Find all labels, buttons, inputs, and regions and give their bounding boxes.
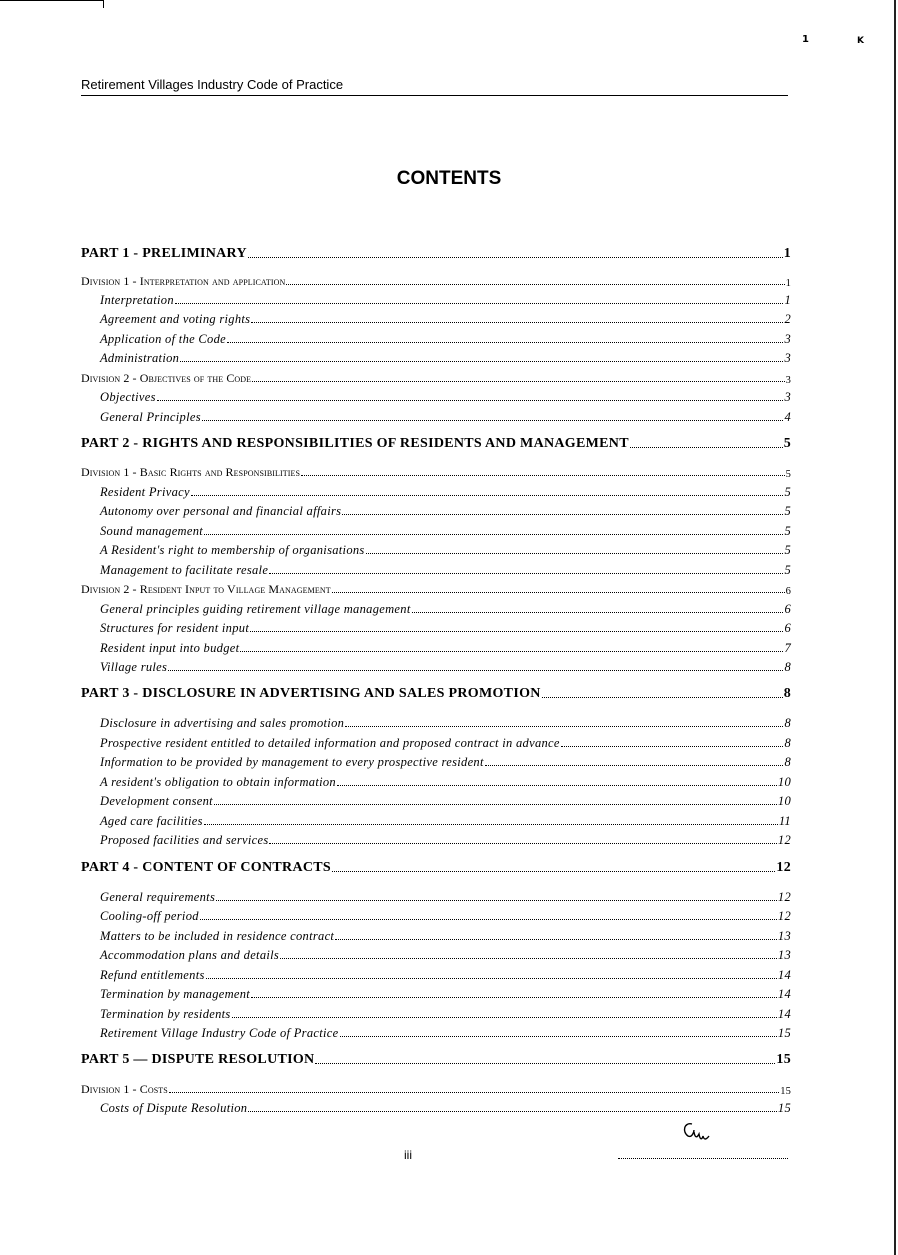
- toc-page-number: 13: [777, 948, 791, 962]
- toc-item-row: [81, 621, 791, 636]
- toc-item-row: [81, 736, 791, 751]
- toc-entry-label: Division 1 - Basic Rights and Responsibilities: [81, 465, 301, 479]
- toc-item-row: [81, 543, 791, 558]
- toc-leader-dots: [180, 360, 783, 362]
- toc-leader-dots: [315, 1062, 775, 1064]
- toc-entry-label: Autonomy over personal and financial affairs: [100, 504, 342, 518]
- toc-item-row: [81, 293, 791, 308]
- toc-part-row: [81, 860, 791, 876]
- toc-division-row: [81, 1082, 791, 1097]
- toc-page-number: 12: [776, 860, 791, 875]
- toc-leader-dots: [340, 1035, 777, 1037]
- toc-leader-dots: [248, 256, 783, 258]
- toc-item-row: [81, 716, 791, 731]
- toc-entry-label: Structures for resident input: [100, 621, 250, 635]
- toc-entry-label: Management to facilitate resale: [100, 563, 269, 577]
- toc-item-row: [81, 641, 791, 656]
- toc-leader-dots: [252, 380, 784, 382]
- toc-entry-label: Accommodation plans and details: [100, 948, 280, 962]
- toc-page-number: 13: [777, 929, 791, 943]
- toc-entry-label: Retirement Village Industry Code of Practice: [100, 1026, 339, 1040]
- toc-leader-dots: [332, 870, 775, 872]
- toc-entry-label: Division 2 - Objectives of the Code: [81, 371, 252, 385]
- toc-division-row: [81, 465, 791, 480]
- toc-leader-dots: [280, 957, 777, 959]
- toc-item-row: [81, 929, 791, 944]
- scan-edge-line: [0, 0, 103, 2]
- toc-entry-label: Administration: [100, 351, 180, 365]
- toc-leader-dots: [286, 283, 784, 285]
- toc-entry-label: Prospective resident entitled to detailed information and proposed contract in advance: [100, 736, 560, 750]
- toc-entry-label: Division 1 - Costs: [81, 1082, 168, 1096]
- toc-leader-dots: [412, 611, 784, 613]
- toc-page-number: 12: [777, 890, 791, 904]
- toc-entry-label: General Principles: [100, 410, 201, 424]
- toc-page-number: 15: [780, 1086, 791, 1097]
- toc-part-row: [81, 1052, 791, 1068]
- toc-entry-label: Resident input into budget: [100, 641, 240, 655]
- toc-item-row: [81, 890, 791, 905]
- toc-part-row: [81, 436, 791, 452]
- toc-leader-dots: [251, 321, 783, 323]
- toc-page-number: 3: [785, 375, 791, 386]
- toc-leader-dots: [342, 513, 783, 515]
- toc-page-number: 15: [776, 1052, 791, 1067]
- toc-item-row: [81, 390, 791, 405]
- toc-entry-label: Cooling-off period: [100, 909, 199, 923]
- toc-entry-label: Agreement and voting rights: [100, 312, 251, 326]
- toc-division-row: [81, 274, 791, 289]
- toc-item-row: [81, 504, 791, 519]
- toc-page-number: 8: [784, 716, 791, 730]
- toc-leader-dots: [157, 399, 784, 401]
- toc-page-number: 14: [777, 968, 791, 982]
- toc-entry-label: Costs of Dispute Resolution: [100, 1101, 248, 1115]
- toc-page-number: 3: [784, 351, 791, 365]
- toc-leader-dots: [269, 572, 783, 574]
- toc-leader-dots: [204, 533, 783, 535]
- toc-entry-label: Objectives: [100, 390, 156, 404]
- toc-page-number: 5: [784, 504, 791, 518]
- toc-item-row: [81, 968, 791, 983]
- toc-page-number: 1: [784, 293, 791, 307]
- toc-page-number: 5: [783, 436, 791, 451]
- toc-page-number: 5: [785, 469, 791, 480]
- toc-leader-dots: [269, 842, 776, 844]
- toc-entry-label: Termination by management: [100, 987, 251, 1001]
- toc-leader-dots: [485, 764, 784, 766]
- toc-entry-label: Application of the Code: [100, 332, 226, 346]
- toc-leader-dots: [248, 1110, 777, 1112]
- toc-item-row: [81, 948, 791, 963]
- toc-item-row: [81, 909, 791, 924]
- toc-page-number: 5: [784, 563, 791, 577]
- toc-page-number: 6: [784, 621, 791, 635]
- toc-entry-label: Information to be provided by management to every prospective resident: [100, 755, 484, 769]
- toc-entry-label: General requirements: [100, 890, 216, 904]
- toc-page-number: 8: [784, 755, 791, 769]
- toc-entry-label: Resident Privacy: [100, 485, 190, 499]
- toc-item-row: [81, 794, 791, 809]
- toc-item-row: [81, 775, 791, 790]
- toc-leader-dots: [204, 823, 778, 825]
- toc-page-number: 3: [784, 390, 791, 404]
- toc-leader-dots: [345, 725, 783, 727]
- toc-leader-dots: [216, 899, 777, 901]
- toc-entry-label: Division 1 - Interpretation and application: [81, 274, 286, 288]
- toc-page-number: 15: [777, 1026, 791, 1040]
- toc-leader-dots: [191, 494, 784, 496]
- toc-leader-dots: [202, 419, 784, 421]
- toc-entry-label: Termination by residents: [100, 1007, 231, 1021]
- toc-item-row: [81, 410, 791, 425]
- toc-item-row: [81, 755, 791, 770]
- toc-division-row: [81, 582, 791, 597]
- toc-entry-label: PART 1 - PRELIMINARY: [81, 246, 247, 261]
- page-title: CONTENTS: [396, 168, 502, 189]
- handwritten-initials: [678, 1118, 718, 1148]
- toc-entry-label: Refund entitlements: [100, 968, 205, 982]
- margin-mark: K: [857, 36, 864, 46]
- toc-page-number: 11: [778, 814, 791, 828]
- toc-leader-dots: [337, 784, 777, 786]
- toc-page-number: 12: [777, 833, 791, 847]
- toc-page-number: 8: [783, 686, 791, 701]
- toc-page-number: 8: [784, 736, 791, 750]
- toc-leader-dots: [214, 803, 777, 805]
- toc-entry-label: Development consent: [100, 794, 213, 808]
- toc-item-row: [81, 833, 791, 848]
- toc-page-number: 5: [784, 485, 791, 499]
- toc-entry-label: PART 3 - DISCLOSURE IN ADVERTISING AND SALES PROMOTION: [81, 686, 541, 701]
- toc-entry-label: A Resident's right to membership of organisations: [100, 543, 365, 557]
- toc-entry-label: Matters to be included in residence contract: [100, 929, 335, 943]
- toc-leader-dots: [250, 630, 783, 632]
- toc-entry-label: PART 5 — DISPUTE RESOLUTION: [81, 1052, 315, 1067]
- toc-part-row: [81, 246, 791, 262]
- toc-page-number: 2: [784, 312, 791, 326]
- toc-leader-dots: [335, 938, 777, 940]
- toc-page-number: 15: [777, 1101, 791, 1115]
- toc-page-number: 12: [777, 909, 791, 923]
- toc-leader-dots: [227, 341, 783, 343]
- toc-page-number: 4: [784, 410, 791, 424]
- toc-leader-dots: [200, 918, 777, 920]
- toc-item-row: [81, 524, 791, 539]
- toc-page-number: 6: [784, 602, 791, 616]
- toc-entry-label: A resident's obligation to obtain information: [100, 775, 336, 789]
- toc-page-number: 14: [777, 1007, 791, 1021]
- toc-page-number: 14: [777, 987, 791, 1001]
- toc-entry-label: Division 2 - Resident Input to Village Management: [81, 582, 331, 596]
- toc-page-number: 10: [777, 794, 791, 808]
- toc-page-number: 1: [783, 246, 791, 261]
- toc-page-number: 6: [785, 586, 791, 597]
- margin-mark: 1: [802, 34, 809, 45]
- toc-leader-dots: [630, 446, 783, 448]
- running-header: Retirement Villages Industry Code of Practice: [81, 77, 788, 96]
- toc-entry-label: Village rules: [100, 660, 168, 674]
- scan-corner-mark: [103, 0, 104, 8]
- toc-entry-label: General principles guiding retirement village management: [100, 602, 411, 616]
- toc-leader-dots: [175, 302, 784, 304]
- toc-entry-label: PART 4 - CONTENT OF CONTRACTS: [81, 860, 331, 875]
- toc-leader-dots: [240, 650, 783, 652]
- toc-leader-dots: [206, 977, 777, 979]
- toc-item-row: [81, 1026, 791, 1041]
- toc-page-number: 5: [784, 524, 791, 538]
- signature-line: [618, 1158, 788, 1159]
- toc-entry-label: Proposed facilities and services: [100, 833, 269, 847]
- toc-entry-label: PART 2 - RIGHTS AND RESPONSIBILITIES OF RESIDENTS AND MANAGEMENT: [81, 436, 629, 451]
- toc-leader-dots: [332, 591, 785, 593]
- toc-item-row: [81, 485, 791, 500]
- toc-item-row: [81, 312, 791, 327]
- toc-leader-dots: [168, 669, 783, 671]
- toc-item-row: [81, 1101, 791, 1116]
- toc-entry-label: Disclosure in advertising and sales promotion: [100, 716, 345, 730]
- toc-page-number: 3: [784, 332, 791, 346]
- toc-entry-label: Aged care facilities: [100, 814, 203, 828]
- toc-item-row: [81, 660, 791, 675]
- toc-item-row: [81, 987, 791, 1002]
- toc-division-row: [81, 371, 791, 386]
- toc-entry-label: Sound management: [100, 524, 204, 538]
- toc-leader-dots: [561, 745, 784, 747]
- toc-leader-dots: [366, 552, 784, 554]
- toc-part-row: [81, 686, 791, 702]
- toc-item-row: [81, 1007, 791, 1022]
- toc-leader-dots: [301, 474, 785, 476]
- toc-entry-label: Interpretation: [100, 293, 174, 307]
- toc-item-row: [81, 332, 791, 347]
- toc-item-row: [81, 602, 791, 617]
- toc-page-number: 8: [784, 660, 791, 674]
- toc-page-number: 7: [784, 641, 791, 655]
- toc-page-number: 10: [777, 775, 791, 789]
- toc-leader-dots: [542, 696, 783, 698]
- toc-item-row: [81, 351, 791, 366]
- toc-item-row: [81, 814, 791, 829]
- toc-page-number: 1: [785, 278, 791, 289]
- toc-item-row: [81, 563, 791, 578]
- toc-page-number: 5: [784, 543, 791, 557]
- toc-leader-dots: [169, 1091, 779, 1093]
- toc-leader-dots: [251, 996, 777, 998]
- toc-leader-dots: [232, 1016, 777, 1018]
- page-number: iii: [404, 1148, 412, 1162]
